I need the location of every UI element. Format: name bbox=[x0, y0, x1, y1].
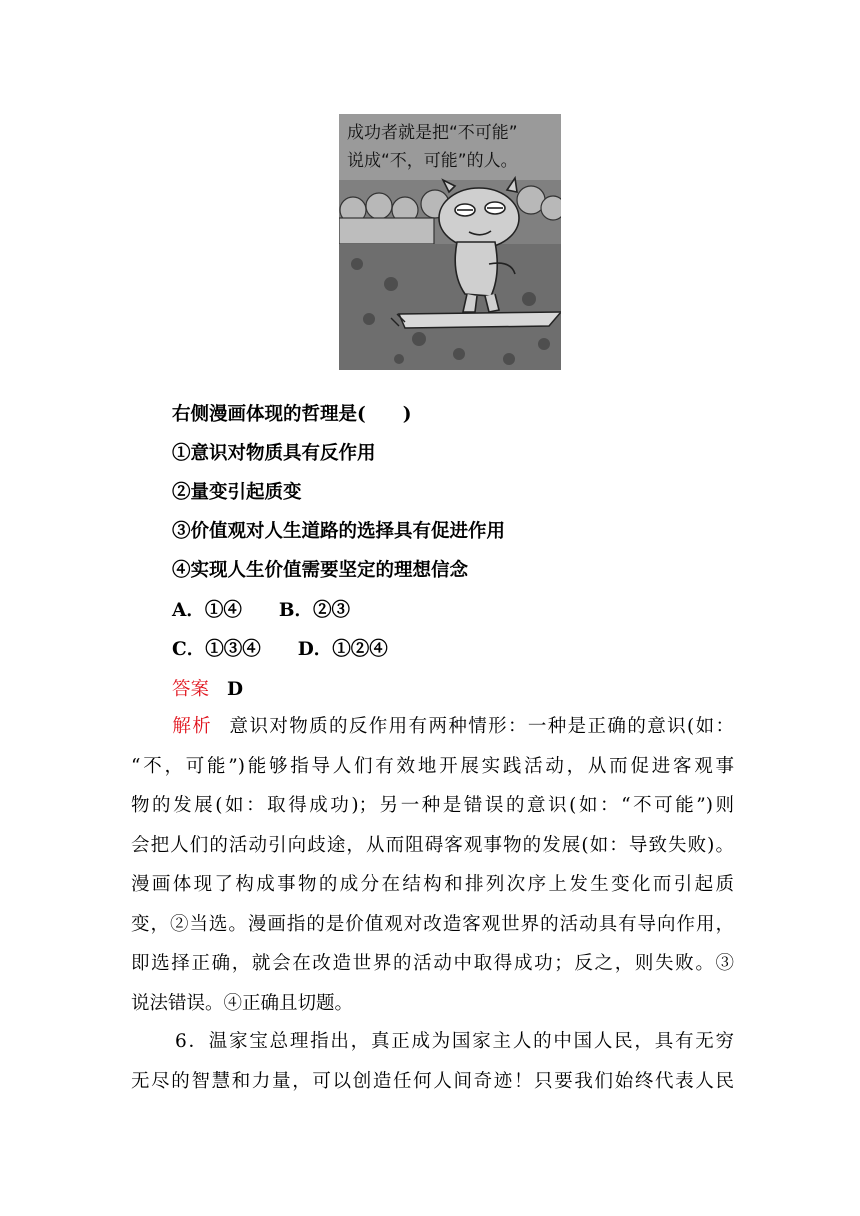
question-item-3: ③价值观对人生道路的选择具有促进作用 bbox=[172, 521, 506, 542]
analysis-line: 漫画体现了构成事物的成分在结构和排列次序上发生变化而引起质 bbox=[131, 874, 734, 895]
next-question-line: 无尽的智慧和力量，可以创造任何人间奇迹！只要我们始终代表人民 bbox=[131, 1070, 734, 1092]
analysis-line: 变，②当选。漫画指的是价值观对改造客观世界的活动具有导向作用， bbox=[131, 913, 734, 935]
next-question-paragraph bbox=[131, 1022, 734, 1101]
cartoon-image bbox=[339, 114, 561, 370]
next-question-line: 6．温家宝总理指出，真正成为国家主人的中国人民，具有无穷 bbox=[175, 1031, 734, 1052]
question-item-2: ②量变引起质变 bbox=[172, 482, 302, 503]
answer-value: D bbox=[227, 679, 244, 700]
analysis-line: 物的发展(如：取得成功)；另一种是错误的意识(如：“不可能”)则 bbox=[131, 795, 734, 816]
analysis-line: 即选择正确，就会在改造世界的活动中取得成功；反之，则失败。③ bbox=[131, 953, 734, 974]
answer-line bbox=[172, 678, 243, 702]
analysis-label: 解析 bbox=[171, 716, 213, 737]
question-stem: 右侧漫画体现的哲理是( ) bbox=[172, 404, 412, 425]
analysis-line: 说法错误。④正确且切题。 bbox=[131, 992, 354, 1014]
answer-label: 答案 bbox=[172, 679, 210, 700]
choices-row-1: A．①④ B．②③ bbox=[172, 600, 350, 621]
analysis-paragraph bbox=[131, 707, 734, 1023]
analysis-line: 会把人们的活动引向歧途，从而阻碍客观事物的发展(如：导致失败)。 bbox=[131, 834, 734, 856]
analysis-line: “不，可能”)能够指导人们有效地开展实践活动，从而促进客观事 bbox=[131, 755, 734, 777]
question-item-1: ①意识对物质具有反作用 bbox=[172, 443, 376, 464]
cartoon-caption-1: 成功者就是把“不可能” bbox=[347, 123, 518, 143]
analysis-line: 意识对物质的反作用有两种情形：一种是正确的意识(如： bbox=[228, 716, 734, 737]
question-item-4: ④实现人生价值需要坚定的理想信念 bbox=[172, 560, 469, 581]
choices-row-2: C．①③④ D．①②④ bbox=[172, 639, 388, 660]
cartoon-caption-2: 说成“不，可能”的人。 bbox=[347, 151, 518, 171]
